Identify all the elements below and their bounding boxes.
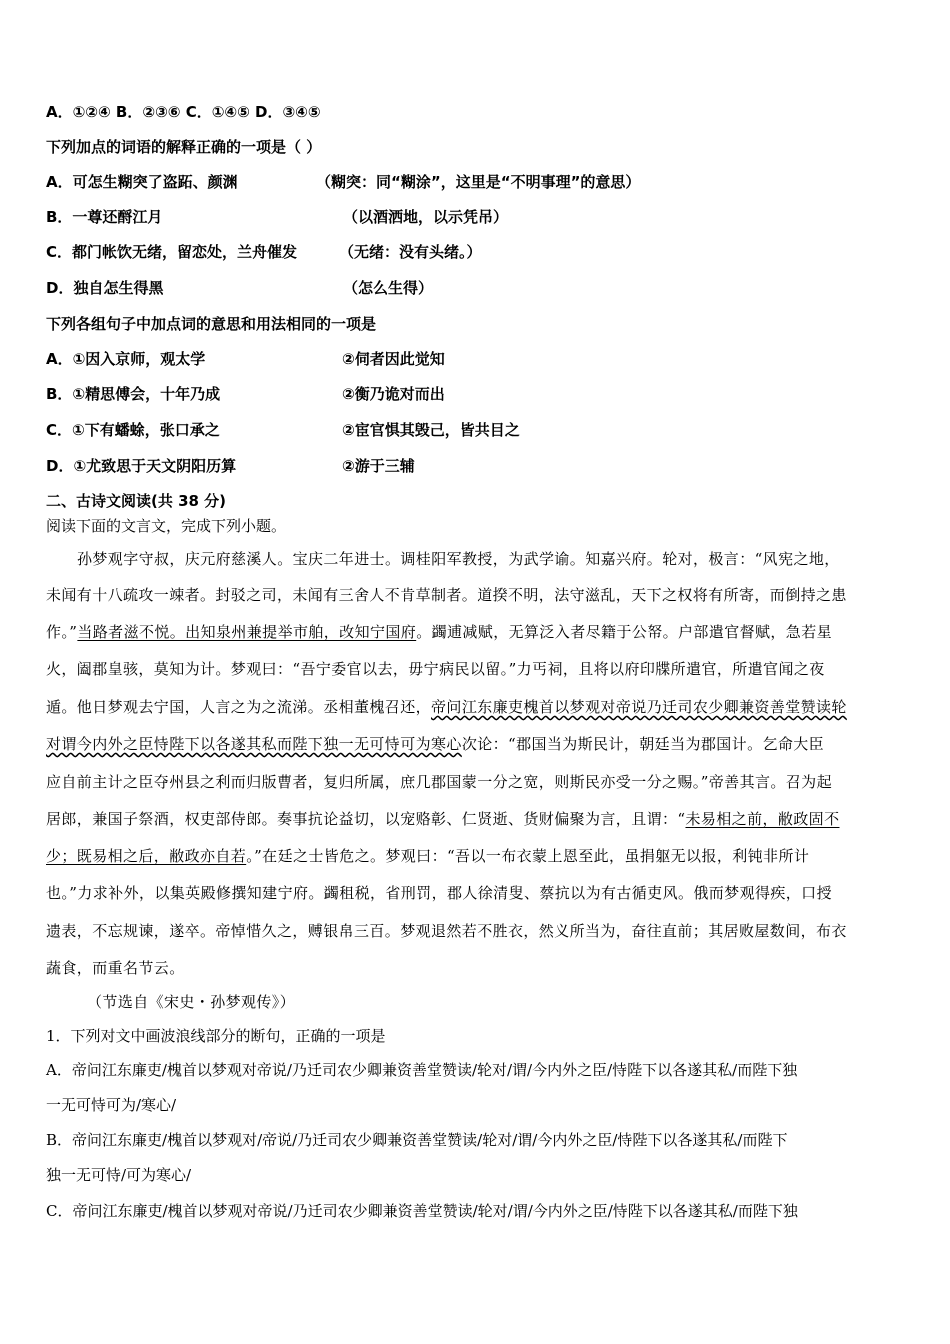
- option-part-2: ②衡乃诡对而出: [342, 385, 445, 403]
- passage-line: 遗表，不忘规谏，遂卒。帝悼惜久之，赙银帛三百。梦观退然若不胜衣，然义所当为，奋往直前；其居败屋数间，布衣: [46, 922, 847, 940]
- passage-line: 蔬食，而重名节云。: [46, 959, 185, 977]
- option-part-2: ②游于三辅: [342, 457, 415, 475]
- passage-line: 作。”当路者滋不悦。出知泉州兼提举市舶，改知宁国府。蠲逋减赋，无算泛入者尽籍于公帑。户部遣官督赋，急若星: [46, 623, 832, 641]
- option-part-1: D．①尤致思于天文阴阳历算: [46, 457, 237, 475]
- q1-option-a-line2: 一无可恃可为/寒心/: [46, 1096, 177, 1114]
- usage-option-a: [46, 348, 445, 370]
- wavy-underlined-text: 对谓今内外之臣恃陛下以各遂其私而陛下独一无可恃可为寒心: [46, 735, 462, 753]
- usage-option-d: [46, 455, 415, 477]
- option-part-1: B．①精思傅会，十年乃成: [46, 385, 221, 403]
- question-1-stem: 1．下列对文中画波浪线部分的断句，正确的一项是: [46, 1027, 386, 1045]
- option-note: （怎么生得）: [343, 279, 434, 297]
- option-note: （糊突：同“糊涂”，这里是“不明事理”的意思）: [316, 173, 641, 191]
- passage-line: 应自前主计之臣夺州县之利而归版曹者，复归所属，庶几郡国蒙一分之宽，则斯民亦受一分之赐。”帝善其言。召为起: [46, 773, 832, 791]
- underlined-sentence: 少；既易相之后，敝政亦自若: [46, 847, 247, 865]
- usage-option-b: [46, 383, 445, 405]
- wavy-underlined-text: 帝问江东廉吏槐首以梦观对帝说乃迁司农少卿兼资善堂赞读轮: [431, 698, 847, 716]
- question-stem-word-meaning: 下列加点的词语的解释正确的一项是（ ）: [46, 138, 322, 156]
- option-label: A．可怎生糊突了盗跖、颜渊: [46, 173, 238, 191]
- question-stem-word-usage: 下列各组句子中加点词的意思和用法相同的一项是: [46, 315, 377, 333]
- usage-option-c: [46, 419, 520, 441]
- q1-option-b-line2: 独一无可恃/可为寒心/: [46, 1166, 192, 1184]
- passage-line: 孙梦观字守叔，庆元府慈溪人。宝庆二年进士。调桂阳军教授，为武学谕。知嘉兴府。轮对，极言：“风宪之地，: [77, 550, 840, 568]
- q1-option-c-line1: C．帝问江东廉吏/槐首以梦观对帝说/乃迁司农少卿兼资善堂赞读/轮对/谓/今内外之臣/恃陛下以各遂其私/而陛下独: [46, 1202, 798, 1220]
- option-label: D．独自怎生得黑: [46, 279, 164, 297]
- option-a: [46, 171, 641, 193]
- option-b: [46, 206, 509, 228]
- prev-question-options: A．①②④ B．②③⑥ C．①④⑤ D．③④⑤: [46, 103, 321, 121]
- q1-option-a-line1: A．帝问江东廉吏/槐首以梦观对帝说/乃迁司农少卿兼资善堂赞读/轮对/谓/今内外之臣/恃陛下以各遂其私/而陛下独: [46, 1061, 798, 1079]
- option-note: （以酒洒地，以示凭吊）: [343, 208, 509, 226]
- section-instruction: 阅读下面的文言文，完成下列小题。: [46, 517, 287, 535]
- underlined-sentence: 当路者滋不悦。出知泉州兼提举市舶，改知宁国府: [77, 623, 417, 641]
- passage-line: 居郎，兼国子祭酒，权吏部侍郎。奏事抗论益切，以宠赂彰、仁贤逝、货财偏聚为言，且谓：“未易相之前，敝政固不: [46, 810, 840, 828]
- passage-line: 遁。他日梦观去宁国，人言之为之流涕。丞相董槐召还，帝问江东廉吏槐首以梦观对帝说乃迁司农少卿兼资善堂赞读轮: [46, 698, 847, 716]
- passage-line: 对谓今内外之臣恃陛下以各遂其私而陛下独一无可恃可为寒心次论：“郡国当为斯民计，朝廷当为郡国计。乞命大臣: [46, 735, 825, 753]
- underlined-sentence: 未易相之前，敝政固不: [685, 810, 840, 828]
- option-label: B．一尊还酹江月: [46, 208, 163, 226]
- option-part-1: A．①因入京师，观太学: [46, 350, 206, 368]
- passage-line: 也。”力求补外，以集英殿修撰知建宁府。蠲租税，省刑罚，郡人徐清叟、蔡抗以为有古循吏风。俄而梦观得疾，口授: [46, 884, 832, 902]
- passage-source: （节选自《宋史・孙梦观传》）: [87, 993, 296, 1011]
- passage-line: 火，阖郡皇骇，莫知为计。梦观曰：“吾宁委官以去，毋宁病民以留。”力丐祠，且将以府印牒所遣官，所遣官闻之夜: [46, 660, 825, 678]
- passage-line: 未闻有十八疏攻一竦者。封驳之司，未闻有三舍人不肯草制者。道揆不明，法守滋乱，天下之权将有所寄，而倒持之患: [46, 586, 847, 604]
- section-heading: 二、古诗文阅读(共 38 分): [46, 492, 227, 510]
- q1-option-b-line1: B．帝问江东廉吏/槐首以梦观对/帝说/乃迁司农少卿兼资善堂赞读/轮对/谓/今内外之臣/恃陛下以各遂其私/而陛下: [46, 1131, 788, 1149]
- option-part-2: ②宦官惧其毁己，皆共目之: [342, 421, 520, 439]
- option-part-2: ②伺者因此觉知: [342, 350, 445, 368]
- option-note: （无绪：没有头绪。）: [339, 243, 482, 261]
- option-c: [46, 241, 482, 263]
- option-part-1: C．①下有蟠蜍，张口承之: [46, 421, 220, 439]
- option-label: C．都门帐饮无绪，留恋处，兰舟催发: [46, 243, 298, 261]
- option-d: [46, 277, 434, 299]
- passage-line: 少；既易相之后，敝政亦自若。”在廷之士皆危之。梦观曰：“吾以一布衣蒙上恩至此，虽捐躯无以报，利钝非所计: [46, 847, 810, 865]
